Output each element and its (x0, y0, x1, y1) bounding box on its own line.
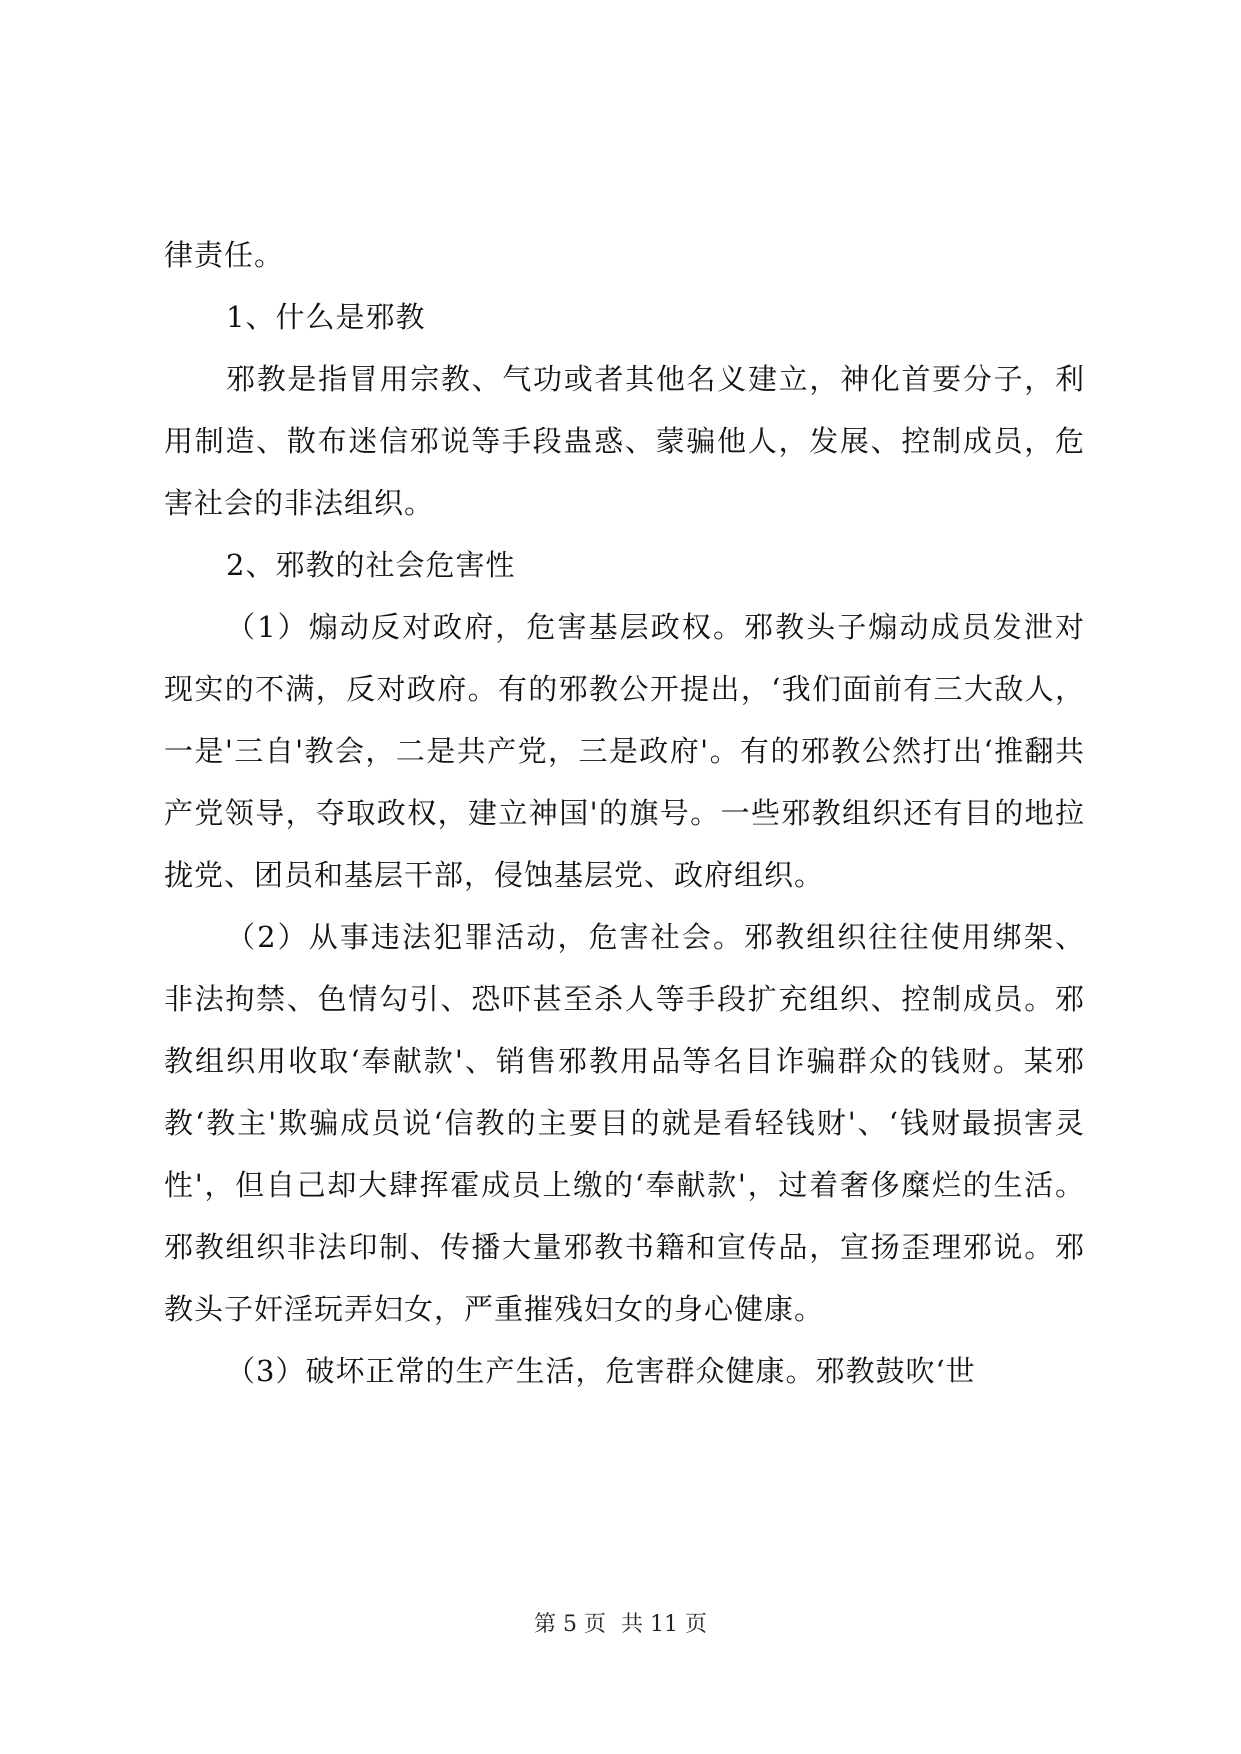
section-heading-social-harm: 2、邪教的社会危害性 (226, 548, 516, 582)
paragraph-continuation: 律责任。 (164, 238, 285, 272)
paragraph-harm-2: （2）从事违法犯罪活动，危害社会。邪教组织往往使用绑架、非法拘禁、色情勾引、恐吓甚至杀人等手段扩充组织、控制成员。邪教组织用收取‘奉献款'、销售邪教用品等名目诈骗群众的钱财。某邪教‘教主'欺骗成员说‘信教的主要目的就是看轻钱财'、‘钱财最损害灵性'，但自己却大肆挥霍成员上缴的‘奉献款'，过着奢侈糜烂的生活。邪教组织非法印制、传播大量邪教书籍和宣传品，宣扬歪理邪说。邪教头子奸淫玩弄妇女，严重摧残妇女的身心健康。 (164, 920, 1085, 1326)
paragraph-harm-1: （1）煽动反对政府，危害基层政权。邪教头子煽动成员发泄对现实的不满，反对政府。有的邪教公开提出，‘我们面前有三大敌人，一是'三自'教会，二是共产党，三是政府'。有的邪教公然打出‘推翻共产党领导，夺取政权，建立神国'的旗号。一些邪教组织还有目的地拉拢党、团员和基层干部，侵蚀基层党、政府组织。 (164, 610, 1085, 892)
section-heading-what-is-cult: 1、什么是邪教 (226, 300, 426, 334)
paragraph-harm-3: （3）破坏正常的生产生活，危害群众健康。邪教鼓吹‘世 (226, 1354, 976, 1388)
paragraph-definition: 邪教是指冒用宗教、气功或者其他名义建立，神化首要分子，利用制造、散布迷信邪说等手段蛊惑、蒙骗他人，发展、控制成员，危害社会的非法组织。 (164, 362, 1085, 520)
page-footer (0, 1610, 1241, 1640)
page-total: 共 11 页 (621, 1612, 707, 1637)
page-number: 第 5 页 (534, 1612, 606, 1637)
document-body (164, 224, 1085, 1402)
